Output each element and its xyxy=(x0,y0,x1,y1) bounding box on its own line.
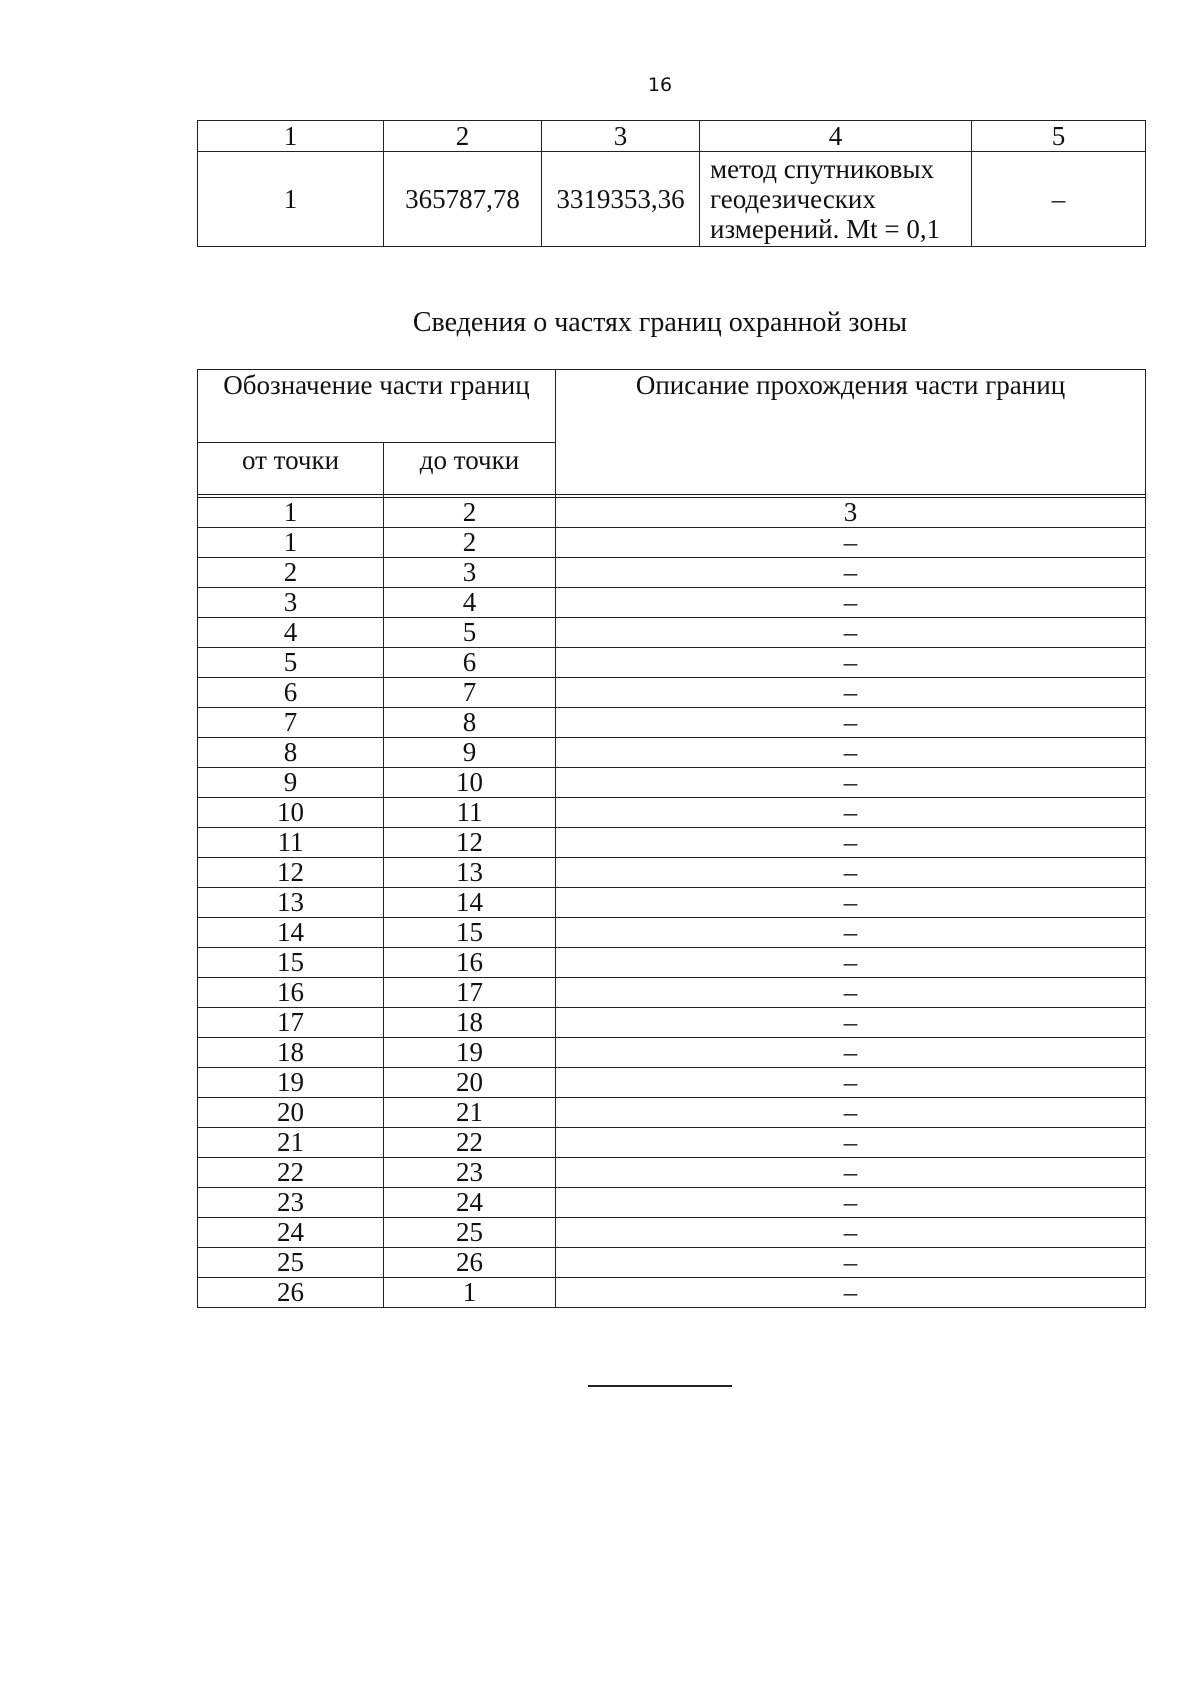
from-point-cell: 3 xyxy=(198,588,384,618)
to-point-cell: 18 xyxy=(384,1008,556,1038)
column-number-cell: 2 xyxy=(384,498,556,528)
from-point-cell: 10 xyxy=(198,798,384,828)
column-number-cell: 1 xyxy=(198,498,384,528)
column-number-cell: 5 xyxy=(972,121,1146,152)
table-row xyxy=(198,888,1146,918)
description-cell: – xyxy=(556,588,1146,618)
description-cell: – xyxy=(556,1128,1146,1158)
description-cell: – xyxy=(556,1158,1146,1188)
table-row xyxy=(198,528,1146,558)
table-row xyxy=(198,558,1146,588)
description-cell: – xyxy=(556,888,1146,918)
from-point-cell: 13 xyxy=(198,888,384,918)
column-number-cell: 4 xyxy=(700,121,972,152)
table-row xyxy=(198,858,1146,888)
description-cell: – xyxy=(556,1038,1146,1068)
from-point-cell: 4 xyxy=(198,618,384,648)
to-point-cell: 25 xyxy=(384,1218,556,1248)
from-point-cell: 25 xyxy=(198,1248,384,1278)
from-point-cell: 9 xyxy=(198,768,384,798)
method-line: измерений. Mt = 0,1 xyxy=(710,214,941,244)
to-point-cell: 1 xyxy=(384,1278,556,1308)
to-point-header: до точки xyxy=(384,443,556,495)
description-cell: – xyxy=(556,678,1146,708)
method-cell xyxy=(700,152,972,247)
table-row xyxy=(198,768,1146,798)
column-number-cell: 2 xyxy=(384,121,542,152)
table-row xyxy=(198,1128,1146,1158)
description-cell: – xyxy=(556,738,1146,768)
table-row xyxy=(198,1158,1146,1188)
to-point-cell: 11 xyxy=(384,798,556,828)
designation-header: Обозначение части границ xyxy=(198,370,556,443)
from-point-cell: 7 xyxy=(198,708,384,738)
from-point-cell: 16 xyxy=(198,978,384,1008)
to-point-cell: 20 xyxy=(384,1068,556,1098)
table-row xyxy=(198,648,1146,678)
from-point-cell: 26 xyxy=(198,1278,384,1308)
from-point-header: от точки xyxy=(198,443,384,495)
description-cell: – xyxy=(972,152,1146,247)
table-row xyxy=(198,618,1146,648)
description-cell: – xyxy=(556,1098,1146,1128)
from-point-cell: 1 xyxy=(198,528,384,558)
point-cell: 1 xyxy=(198,152,384,247)
from-point-cell: 24 xyxy=(198,1218,384,1248)
table-row xyxy=(198,1098,1146,1128)
end-divider xyxy=(588,1385,732,1387)
table-row xyxy=(198,798,1146,828)
from-point-cell: 2 xyxy=(198,558,384,588)
to-point-cell: 10 xyxy=(384,768,556,798)
from-point-cell: 6 xyxy=(198,678,384,708)
description-cell: – xyxy=(556,1068,1146,1098)
to-point-cell: 6 xyxy=(384,648,556,678)
description-cell: – xyxy=(556,528,1146,558)
table-row xyxy=(198,828,1146,858)
table-row xyxy=(198,1008,1146,1038)
description-cell: – xyxy=(556,798,1146,828)
from-point-cell: 23 xyxy=(198,1188,384,1218)
from-point-cell: 8 xyxy=(198,738,384,768)
to-point-cell: 23 xyxy=(384,1158,556,1188)
table-row xyxy=(198,708,1146,738)
from-point-cell: 12 xyxy=(198,858,384,888)
table-row xyxy=(198,678,1146,708)
to-point-cell: 24 xyxy=(384,1188,556,1218)
to-point-cell: 22 xyxy=(384,1128,556,1158)
to-point-cell: 19 xyxy=(384,1038,556,1068)
table-row xyxy=(198,1278,1146,1308)
description-header: Описание прохождения части границ xyxy=(556,370,1146,495)
description-cell: – xyxy=(556,1008,1146,1038)
from-point-cell: 17 xyxy=(198,1008,384,1038)
description-cell: – xyxy=(556,618,1146,648)
to-point-cell: 26 xyxy=(384,1248,556,1278)
table-row xyxy=(198,918,1146,948)
parts-header-row xyxy=(198,370,1146,443)
from-point-cell: 19 xyxy=(198,1068,384,1098)
y-coordinate-cell: 3319353,36 xyxy=(542,152,700,247)
from-point-cell: 15 xyxy=(198,948,384,978)
to-point-cell: 15 xyxy=(384,918,556,948)
description-cell: – xyxy=(556,768,1146,798)
from-point-cell: 11 xyxy=(198,828,384,858)
description-cell: – xyxy=(556,948,1146,978)
column-number-cell: 3 xyxy=(556,498,1146,528)
coordinates-row xyxy=(198,152,1146,247)
column-number-cell: 1 xyxy=(198,121,384,152)
method-line: геодезических xyxy=(710,184,876,214)
description-cell: – xyxy=(556,708,1146,738)
table-row xyxy=(198,948,1146,978)
table-row xyxy=(198,1248,1146,1278)
to-point-cell: 5 xyxy=(384,618,556,648)
description-cell: – xyxy=(556,918,1146,948)
column-number-cell: 3 xyxy=(542,121,700,152)
to-point-cell: 7 xyxy=(384,678,556,708)
to-point-cell: 8 xyxy=(384,708,556,738)
method-line: метод спутниковых xyxy=(710,154,934,184)
table-row xyxy=(198,1218,1146,1248)
description-cell: – xyxy=(556,1188,1146,1218)
to-point-cell: 16 xyxy=(384,948,556,978)
description-cell: – xyxy=(556,648,1146,678)
to-point-cell: 13 xyxy=(384,858,556,888)
to-point-cell: 17 xyxy=(384,978,556,1008)
to-point-cell: 4 xyxy=(384,588,556,618)
to-point-cell: 9 xyxy=(384,738,556,768)
from-point-cell: 21 xyxy=(198,1128,384,1158)
description-cell: – xyxy=(556,558,1146,588)
x-coordinate-cell: 365787,78 xyxy=(384,152,542,247)
table-row xyxy=(198,588,1146,618)
to-point-cell: 2 xyxy=(384,528,556,558)
boundary-parts-table xyxy=(197,369,1146,1308)
table-row xyxy=(198,738,1146,768)
section-title: Сведения о частях границ охранной зоны xyxy=(412,307,908,338)
table-row xyxy=(198,1188,1146,1218)
from-point-cell: 20 xyxy=(198,1098,384,1128)
description-cell: – xyxy=(556,1278,1146,1308)
from-point-cell: 5 xyxy=(198,648,384,678)
description-cell: – xyxy=(556,1218,1146,1248)
from-point-cell: 22 xyxy=(198,1158,384,1188)
column-numbers-row xyxy=(198,498,1146,528)
to-point-cell: 12 xyxy=(384,828,556,858)
table-row xyxy=(198,1038,1146,1068)
table-row xyxy=(198,1068,1146,1098)
coordinates-header-row xyxy=(198,121,1146,152)
table-row xyxy=(198,978,1146,1008)
description-cell: – xyxy=(556,858,1146,888)
coordinates-table xyxy=(197,120,1146,247)
to-point-cell: 14 xyxy=(384,888,556,918)
from-point-cell: 14 xyxy=(198,918,384,948)
description-cell: – xyxy=(556,978,1146,1008)
to-point-cell: 3 xyxy=(384,558,556,588)
to-point-cell: 21 xyxy=(384,1098,556,1128)
description-cell: – xyxy=(556,1248,1146,1278)
page-number: 16 xyxy=(647,74,673,96)
description-cell: – xyxy=(556,828,1146,858)
from-point-cell: 18 xyxy=(198,1038,384,1068)
